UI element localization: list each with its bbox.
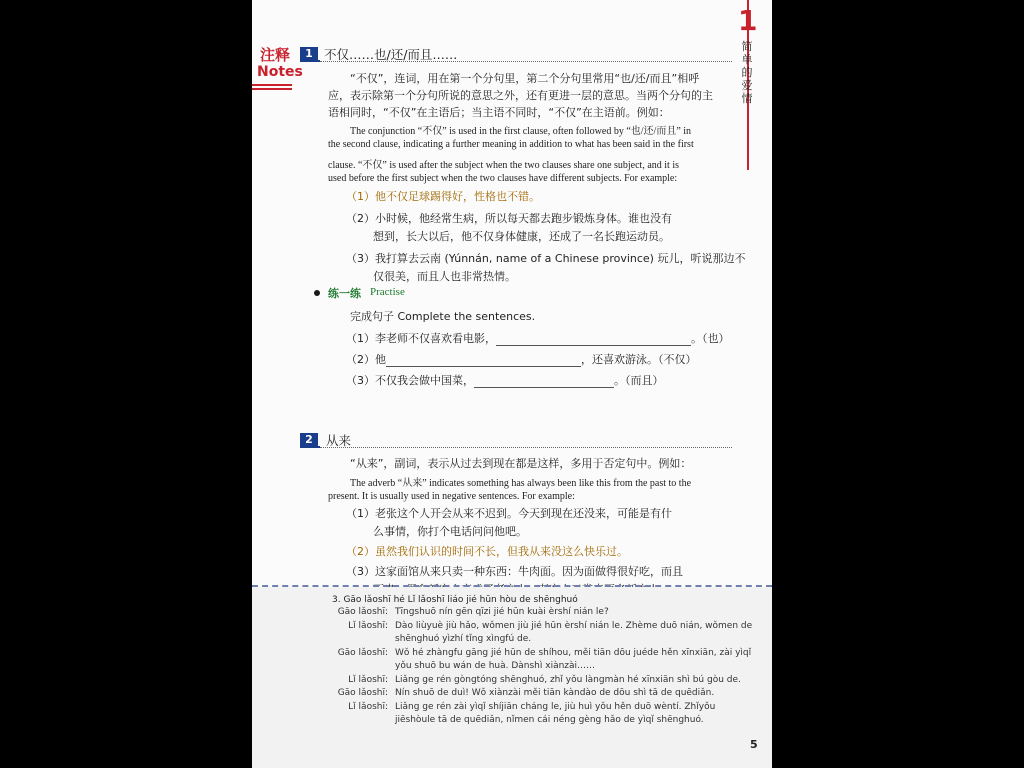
practise-item bbox=[346, 351, 697, 367]
example-sentence-line: （3）我打算去云南 (Yúnnán, name of a Chinese province) 玩儿，听说那边不 bbox=[346, 252, 746, 265]
note-heading: 从来 bbox=[326, 433, 352, 448]
practise-item-suffix: 。（也） bbox=[691, 332, 730, 345]
heading-dotted-rule bbox=[320, 61, 732, 62]
example-sentence-line: （2）虽然我们认识的时间不长，但我从来没这么快乐过。 bbox=[346, 545, 628, 558]
notes-underline bbox=[252, 84, 292, 86]
dialogue-text: Wǒ hé zhàngfu gāng jié hūn de shíhou, měi tiān dōu juéde hěn xīnxiān, zài yìqǐ bbox=[395, 647, 752, 658]
example-sentence-line: 仅很美，而且人也非常热情。 bbox=[373, 270, 516, 283]
example-sentence-line: （1）老张这个人开会从来不迟到。今天到现在还没来，可能是有什 bbox=[346, 507, 672, 520]
answer-blank bbox=[496, 333, 691, 346]
dialogue-text: shēnghuó yìzhí tǐng xìngfú de. bbox=[395, 634, 532, 644]
explanation-cn-line: “不仅”，连词，用在第一个分句里，第二个分句里常用“也/还/而且”相呼 bbox=[350, 72, 700, 85]
explanation-en-line: the second clause, indicating a further meaning in addition to what has been said in the first bbox=[328, 139, 694, 150]
practise-label-cn: 练一练 bbox=[328, 287, 361, 300]
note-number-badge: 2 bbox=[300, 433, 318, 446]
note-number-bar bbox=[300, 446, 320, 448]
dialogue-panel bbox=[252, 587, 772, 768]
explanation-cn-line: “从来”，副词，表示从过去到现在都是这样，多用于否定句中。例如： bbox=[350, 457, 692, 470]
dialogue-speaker: Gāo lǎoshī: bbox=[337, 607, 388, 617]
dialogue-speaker: Lǐ lǎoshī: bbox=[348, 620, 388, 631]
practise-item bbox=[346, 330, 730, 346]
explanation-en-line: present. It is usually used in negative sentences. For example: bbox=[328, 491, 575, 502]
practise-item-prefix: （2）他 bbox=[346, 353, 386, 366]
answer-blank bbox=[386, 354, 581, 367]
practise-instruction: 完成句子 Complete the sentences. bbox=[350, 310, 536, 323]
notes-label-en: Notes bbox=[257, 64, 303, 80]
dialogue-text: Nín shuō de duì! Wǒ xiànzài měi tiān kàndào de dōu shì tā de quēdiǎn. bbox=[395, 688, 715, 698]
explanation-cn-line: 应，表示除第一个分句所说的意思之外，还有更进一层的意思。当两个分句的主 bbox=[328, 89, 713, 102]
heading-dotted-rule bbox=[320, 447, 732, 448]
textbook-page bbox=[252, 0, 772, 768]
answer-blank bbox=[474, 375, 614, 388]
dialogue-speaker: Lǐ lǎoshī: bbox=[348, 701, 388, 712]
practise-item bbox=[346, 372, 664, 388]
dialogue-text: yǒu shuō bu wán de huà. Dànshì xiànzài…… bbox=[395, 661, 596, 671]
chapter-number: 1 bbox=[738, 4, 758, 37]
dialogue-speaker: Gāo lǎoshī: bbox=[337, 647, 388, 658]
explanation-en-line: The adverb “从来” indicates something has always been like this from the past to the bbox=[350, 478, 692, 489]
example-sentence-line: （1）他不仅足球踢得好，性格也不错。 bbox=[346, 190, 540, 203]
note-heading: 不仅……也/还/而且…… bbox=[324, 47, 458, 62]
practise-item-suffix: ，还喜欢游泳。（不仅） bbox=[581, 353, 697, 366]
explanation-cn-line: 语相同时，“不仅”在主语后；当主语不同时，“不仅”在主语前。例如： bbox=[328, 106, 670, 119]
note-number-badge: 1 bbox=[300, 47, 318, 60]
dialogue-text: jiēshòule tā de quēdiǎn, nǐmen cái néng gèng hǎo de yìqǐ shēnghuó. bbox=[395, 715, 704, 725]
notes-label-cn: 注释 bbox=[260, 46, 291, 64]
dialogue-text: Liǎng ge rén zài yìqǐ shíjiān cháng le, jiù huì yǒu hěn duō wèntí. Zhǐyǒu bbox=[395, 701, 716, 712]
explanation-en-line: clause. “不仅” is used after the subject when the two clauses share one subject, and it is bbox=[328, 160, 680, 171]
practise-item-prefix: （3）不仅我会做中国菜， bbox=[346, 374, 474, 387]
chapter-title: 简单的爱情 bbox=[741, 40, 753, 105]
dialogue-speaker: Gāo lǎoshī: bbox=[337, 688, 388, 698]
bullet-icon bbox=[314, 290, 320, 296]
dialogue-text: Tīngshuō nín gēn qīzi jié hūn kuài èrshí nián le? bbox=[395, 607, 609, 617]
practise-label-en: Practise bbox=[370, 286, 405, 298]
practise-item-suffix: 。（而且） bbox=[614, 374, 664, 387]
practise-item-prefix: （1）李老师不仅喜欢看电影， bbox=[346, 332, 496, 345]
example-sentence-line: 么事情，你打个电话问问他吧。 bbox=[373, 525, 527, 538]
explanation-en-line: used before the first subject when the two clauses have different subjects. For example: bbox=[328, 173, 678, 184]
example-sentence-line: （3）这家面馆从来只卖一种东西：牛肉面。因为面做得很好吃，而且 bbox=[346, 565, 683, 578]
example-sentence-line: （2）小时候，他经常生病，所以每天都去跑步锻炼身体。谁也没有 bbox=[346, 212, 672, 225]
dialogue-speaker: Lǐ lǎoshī: bbox=[348, 674, 388, 685]
notes-underline-2 bbox=[252, 88, 292, 90]
page-number: 5 bbox=[750, 738, 758, 751]
note-number-bar bbox=[300, 60, 320, 62]
explanation-en-line: The conjunction “不仅” is used in the first clause, often followed by “也/还/而且” in bbox=[350, 126, 692, 137]
dialogue-text: Dào liùyuè jiù hǎo, wǒmen jiù jié hūn èrshí nián le. Zhème duō nián, wǒmen de bbox=[395, 620, 753, 631]
dialogue-title: 3. Gāo lǎoshī hé Lǐ lǎoshī liáo jié hūn hòu de shēnghuó bbox=[332, 595, 578, 605]
example-sentence-line: 想到，长大以后，他不仅身体健康，还成了一名长跑运动员。 bbox=[373, 230, 670, 243]
dialogue-text: Liǎng ge rén gòngtóng shēnghuó, zhǐ yǒu làngmàn hé xīnxiān shì bú gòu de. bbox=[395, 674, 741, 685]
